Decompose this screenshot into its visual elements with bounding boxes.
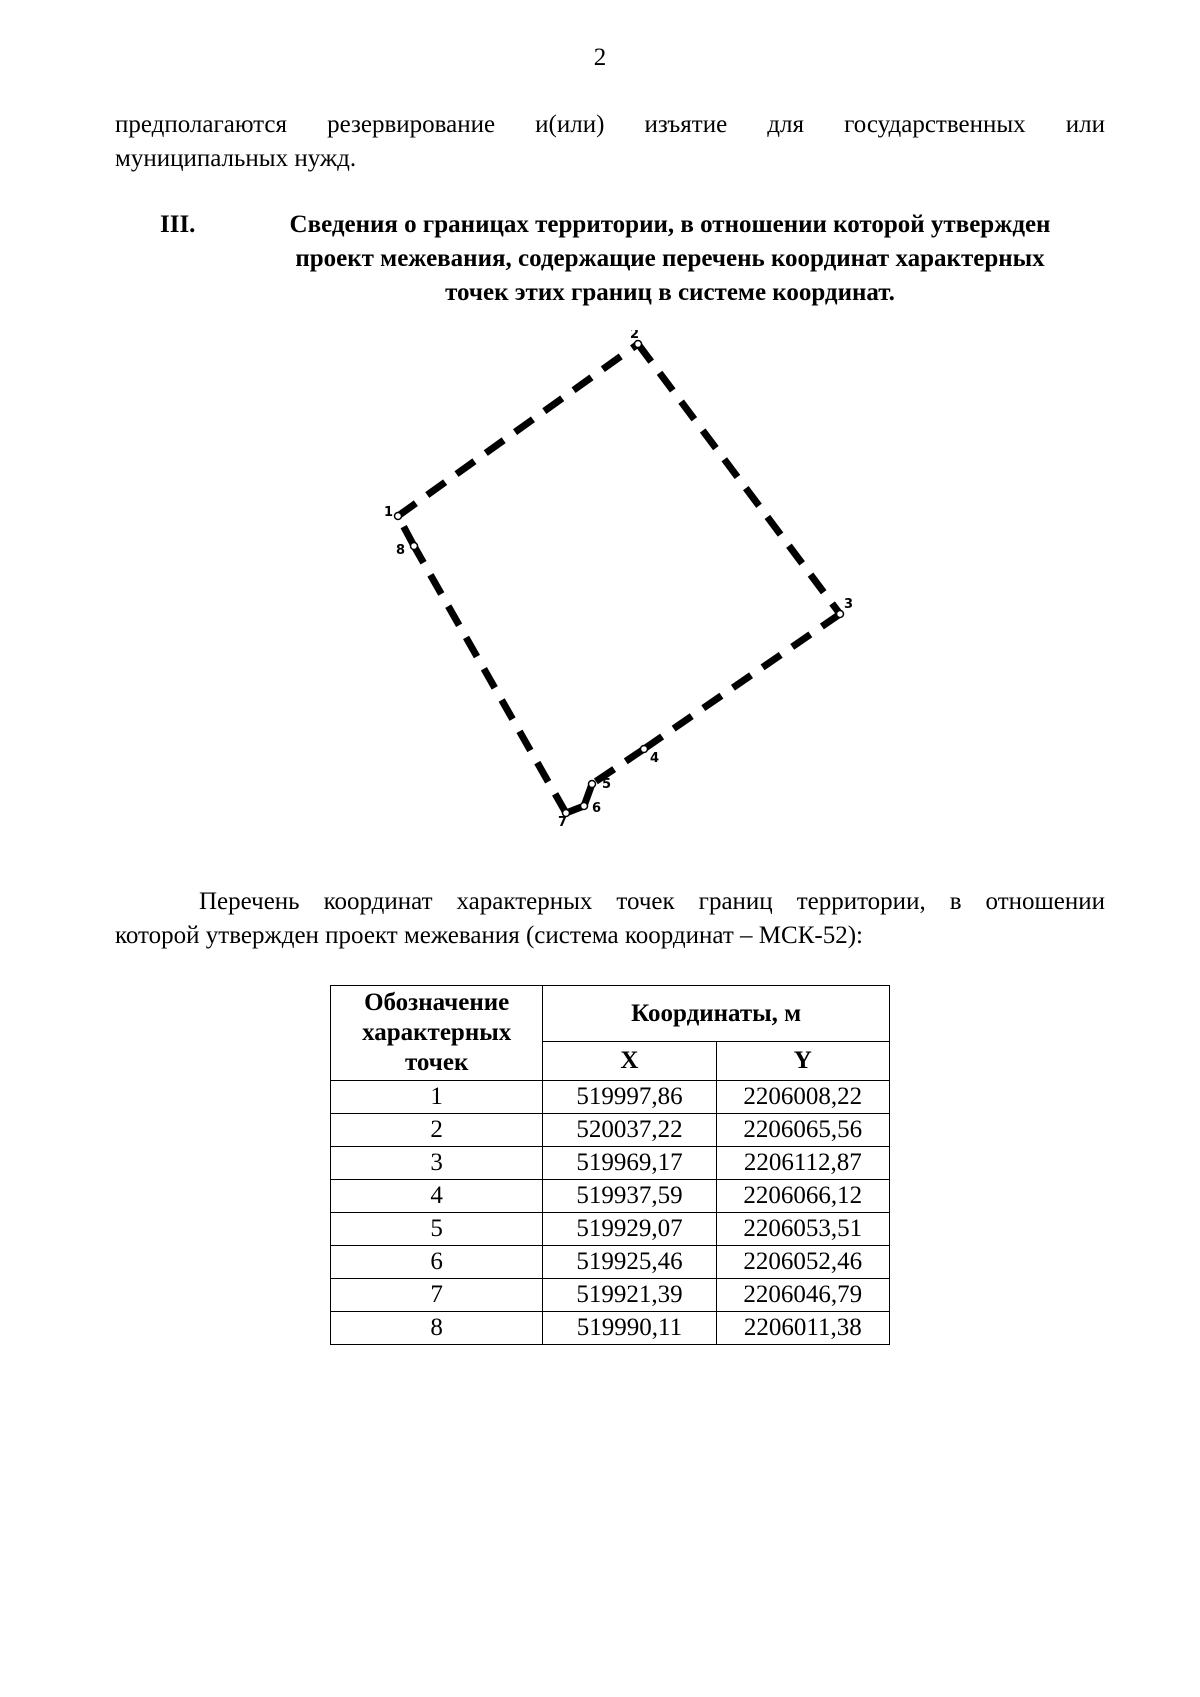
point-label-3: 3 [844,597,854,612]
section-title-line-1: Сведения о границах территории, в отношении которой утвержден [289,211,1051,238]
header-coordinates: Координаты, м [543,986,890,1042]
coordinates-table [330,985,890,1345]
point-label-6: 6 [592,801,602,816]
section-title-line-2: проект межевания, содержащие перечень координат характерных [295,245,1045,272]
table-row [331,1180,890,1213]
table-row [331,1081,890,1114]
table-row [331,1114,890,1147]
boundary-point-6 [581,803,588,810]
table-row [331,1312,890,1345]
cell-x: 519997,86 [543,1081,716,1114]
cell-point: 7 [331,1279,543,1312]
boundary-segment-1-2 [398,344,638,516]
point-label-5: 5 [602,777,612,792]
cell-y: 2206053,51 [716,1213,889,1246]
page-number: 2 [593,44,607,71]
cell-x: 519969,17 [543,1147,716,1180]
section-title-line-3: точек этих границ в системе координат. [445,279,895,306]
cell-point: 1 [331,1081,543,1114]
cell-point: 6 [331,1246,543,1279]
cell-x: 519925,46 [543,1246,716,1279]
cell-y: 2206008,22 [716,1081,889,1114]
header-x: X [543,1042,716,1081]
header-y: Y [716,1042,889,1081]
boundary-point-4 [641,746,648,753]
list-intro-line-1: Перечень координат характерных точек границ территории, в отношении [199,888,1105,915]
boundary-segment-4-5 [592,749,644,784]
cell-point: 2 [331,1114,543,1147]
table-row [331,1213,890,1246]
cell-y: 2206066,12 [716,1180,889,1213]
intro-paragraph [115,108,1105,176]
cell-y: 2206065,56 [716,1114,889,1147]
cell-x: 519937,59 [543,1180,716,1213]
section-title [230,208,1110,310]
point-label-1: 1 [384,505,394,520]
boundary-plan [380,330,860,870]
list-intro-line-2: которой утвержден проект межевания (система координат – МСК-52): [115,922,863,949]
cell-point: 4 [331,1180,543,1213]
boundary-segment-2-3 [638,344,840,614]
point-label-2: 2 [630,330,640,342]
boundary-point-3 [837,611,844,618]
list-intro-paragraph [115,885,1105,953]
intro-line-1: предполагаются резервирование и(или) изъятие для государственных или [115,111,1105,138]
boundary-lines [398,344,840,813]
cell-y: 2206112,87 [716,1147,889,1180]
cell-point: 8 [331,1312,543,1345]
boundary-points [395,341,844,817]
point-label-7: 7 [558,815,568,830]
cell-point: 3 [331,1147,543,1180]
point-label-4: 4 [650,751,660,766]
boundary-segment-3-4 [644,614,840,749]
table-row [331,1246,890,1279]
section-number: III. [160,211,196,238]
intro-line-2: муниципальных нужд. [115,145,357,172]
boundary-segment-8-1 [398,516,414,546]
cell-x: 519929,07 [543,1213,716,1246]
cell-y: 2206011,38 [716,1312,889,1345]
cell-point: 5 [331,1213,543,1246]
cell-x: 519921,39 [543,1279,716,1312]
point-label-8: 8 [396,543,406,558]
cell-x: 519990,11 [543,1312,716,1345]
table-row [331,1279,890,1312]
cell-x: 520037,22 [543,1114,716,1147]
point-labels [384,330,853,830]
table-row [331,1147,890,1180]
boundary-segment-7-8 [414,546,566,813]
boundary-point-5 [589,781,596,788]
cell-y: 2206052,46 [716,1246,889,1279]
cell-y: 2206046,79 [716,1279,889,1312]
boundary-point-1 [395,513,402,520]
boundary-point-8 [411,543,418,550]
header-point-designation: Обозначение характерных точек [331,986,543,1081]
